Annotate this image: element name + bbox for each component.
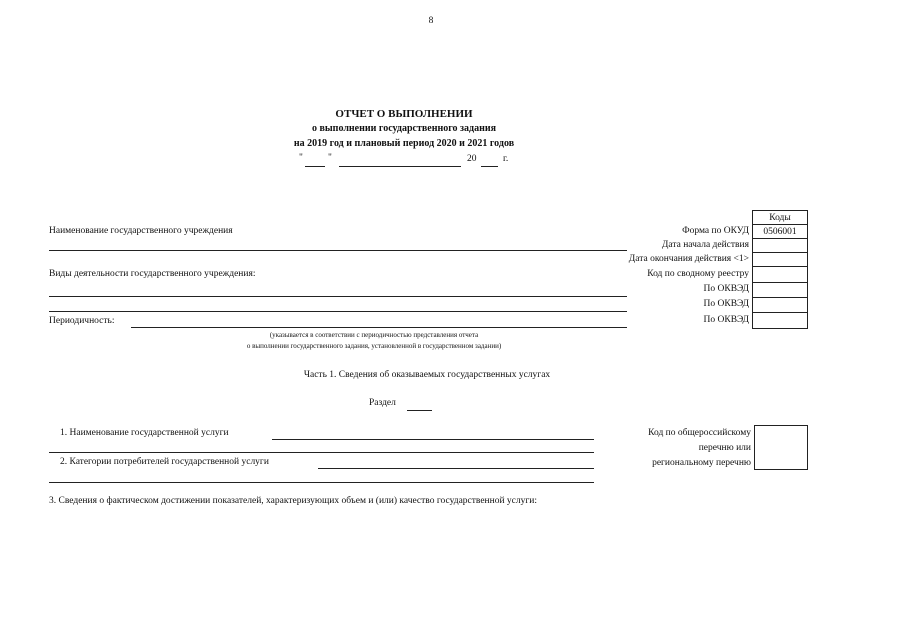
periodicity-label: Периодичность:: [49, 316, 115, 326]
activity-label: Виды деятельности государственного учреждения:: [49, 269, 256, 279]
service-code-label-3: региональному перечню: [652, 458, 751, 468]
okved-3-label: По ОКВЭД: [703, 315, 749, 325]
okved-3-cell[interactable]: [752, 312, 808, 329]
okved-1-cell[interactable]: [752, 282, 808, 298]
report-title: ОТЧЕТ О ВЫПОЛНЕНИИ: [335, 108, 473, 120]
okved-2-cell[interactable]: [752, 297, 808, 313]
service-name-label: 1. Наименование государственной услуги: [60, 428, 229, 438]
report-subtitle-2: на 2019 год и плановый период 2020 и 2021 годов: [293, 138, 515, 149]
page-number: 8: [428, 16, 434, 26]
date-month-line[interactable]: [339, 166, 461, 167]
service-code-box[interactable]: [754, 425, 808, 470]
end-date-label: Дата окончания действия <1>: [628, 254, 749, 264]
institution-name-line[interactable]: [49, 250, 627, 251]
date-quote-open: ": [299, 153, 303, 163]
okved-2-label: По ОКВЭД: [703, 299, 749, 309]
indicators-label: 3. Сведения о фактическом достижении показателей, характеризующих объем и (или) качество государственной услуги:: [49, 496, 538, 506]
institution-label: Наименование государственного учреждения: [49, 226, 233, 236]
date-quote-close: ": [328, 153, 332, 163]
start-date-label: Дата начала действия: [661, 240, 749, 250]
section-number-line[interactable]: [407, 410, 432, 411]
okud-label: Форма по ОКУД: [682, 226, 749, 236]
date-year-line[interactable]: [481, 166, 498, 167]
service-name-line[interactable]: [272, 439, 594, 440]
registry-code-cell[interactable]: [752, 266, 808, 283]
okud-code-cell: 0506001: [752, 224, 808, 239]
periodicity-note-1: (указывается в соответствии с периодичностью представления отчета: [269, 331, 479, 339]
categories-line[interactable]: [318, 468, 594, 469]
service-code-label-2: перечню или: [698, 443, 751, 453]
activity-line-1[interactable]: [49, 296, 627, 297]
start-date-cell[interactable]: [752, 238, 808, 253]
date-day-line[interactable]: [305, 166, 325, 167]
service-name-line-2[interactable]: [49, 452, 594, 453]
categories-label: 2. Категории потребителей государственной услуги: [60, 457, 269, 467]
okved-1-label: По ОКВЭД: [703, 284, 749, 294]
end-date-cell[interactable]: [752, 252, 808, 267]
section-label: Раздел: [369, 398, 396, 408]
codes-header: Коды: [752, 210, 808, 225]
periodicity-line[interactable]: [131, 327, 627, 328]
date-year-prefix: 20: [467, 154, 477, 164]
activity-line-2[interactable]: [49, 311, 627, 312]
periodicity-note-2: о выполнении государственного задания, установленной в государственном задании): [246, 342, 502, 350]
report-subtitle-1: о выполнении государственного задания: [311, 123, 497, 134]
registry-label: Код по сводному реестру: [647, 269, 749, 279]
service-code-label-1: Код по общероссийскому: [648, 428, 751, 438]
categories-line-2[interactable]: [49, 482, 594, 483]
part1-title: Часть 1. Сведения об оказываемых государственных услугах: [303, 370, 551, 380]
date-year-suffix: г.: [503, 154, 509, 164]
